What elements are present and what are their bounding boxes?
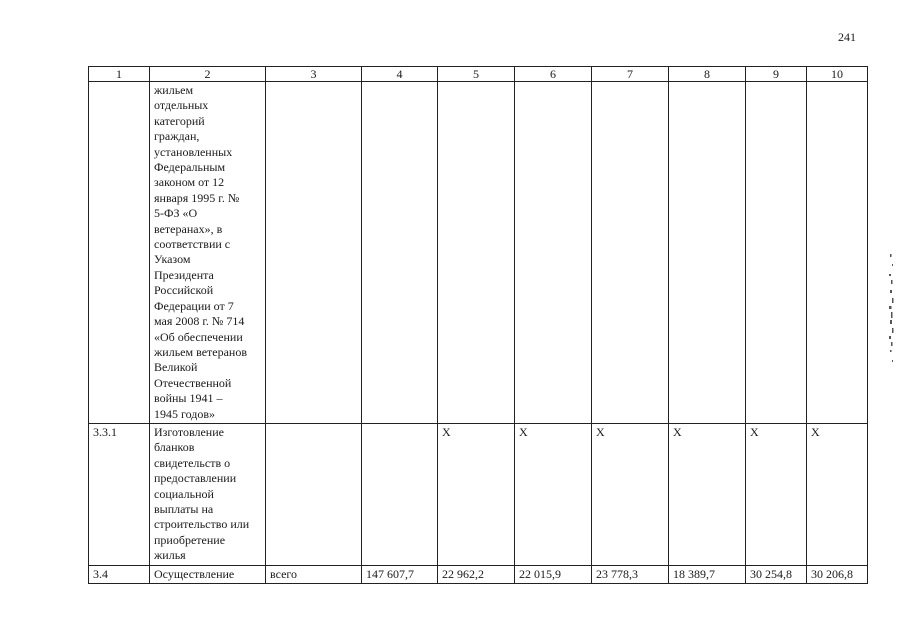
- table-cell: [592, 82, 669, 424]
- table-cell: Изготовление бланков свидетельств о предоставлении социальной выплаты на строительство или приобретение жилья: [150, 423, 266, 565]
- amount-cell: 22 962,2: [438, 565, 515, 583]
- table-cell: [438, 82, 515, 424]
- table-cell: [515, 82, 592, 424]
- x-mark-cell: Х: [438, 423, 515, 565]
- table-cell: Осуществление: [150, 565, 266, 583]
- column-header-row: [89, 67, 868, 82]
- row-number-cell: 3.3.1: [89, 423, 150, 565]
- table-cell: [362, 423, 438, 565]
- x-mark-cell: Х: [807, 423, 868, 565]
- x-mark-cell: Х: [669, 423, 746, 565]
- amount-cell: 22 015,9: [515, 565, 592, 583]
- table-cell: [362, 82, 438, 424]
- x-mark-cell: Х: [746, 423, 807, 565]
- table-row: [89, 423, 868, 565]
- column-header: 7: [592, 67, 669, 82]
- table-cell: жильем отдельных категорий граждан, установленных Федеральным законом от 12 января 1995 г. № 5-ФЗ «О ветеранах», в соответствии с Указом Президента Российской Федерации от 7 мая 2008 г. № 714 «Об обеспечении жильем ветеранов Великой Отечественной войны 1941 – 1945 годов»: [150, 82, 266, 424]
- amount-cell: 30 254,8: [746, 565, 807, 583]
- table-cell: [266, 82, 362, 424]
- column-header: 9: [746, 67, 807, 82]
- column-header: 5: [438, 67, 515, 82]
- column-header: 1: [89, 67, 150, 82]
- row-number-cell: 3.4: [89, 565, 150, 583]
- x-mark-cell: Х: [515, 423, 592, 565]
- column-header: 10: [807, 67, 868, 82]
- table-cell: [746, 82, 807, 424]
- column-header: 8: [669, 67, 746, 82]
- table-row: [89, 565, 868, 583]
- column-header: 6: [515, 67, 592, 82]
- column-header: 4: [362, 67, 438, 82]
- page-number: 241: [838, 30, 856, 44]
- table-cell: всего: [266, 565, 362, 583]
- scan-noise: [886, 250, 896, 375]
- amount-cell: 30 206,8: [807, 565, 868, 583]
- amount-cell: 23 778,3: [592, 565, 669, 583]
- table-row: [89, 82, 868, 424]
- amount-cell: 147 607,7: [362, 565, 438, 583]
- budget-table: [88, 66, 868, 584]
- table-cell: [89, 82, 150, 424]
- table-cell: [807, 82, 868, 424]
- amount-cell: 18 389,7: [669, 565, 746, 583]
- column-header: 2: [150, 67, 266, 82]
- table-cell: [266, 423, 362, 565]
- table-cell: [669, 82, 746, 424]
- column-header: 3: [266, 67, 362, 82]
- x-mark-cell: Х: [592, 423, 669, 565]
